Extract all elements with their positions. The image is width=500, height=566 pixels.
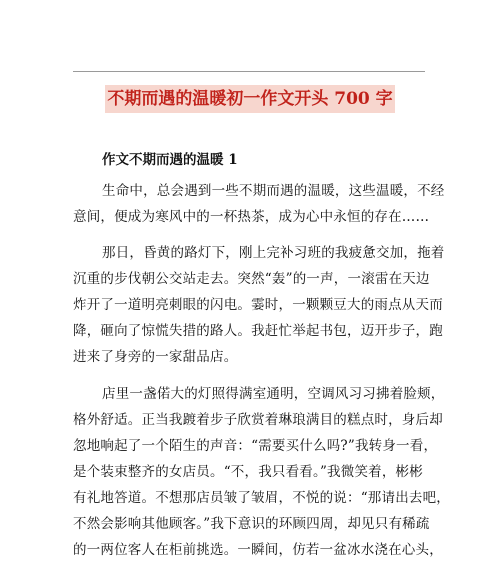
paragraph-3-line-6: 不然会影响其他顾客。”我下意识的环顾四周，却见只有稀疏 bbox=[73, 516, 430, 532]
paragraph-2-line-4: 降，砸向了惊慌失措的路人。我赶忙举起书包，迈开步子，跑 bbox=[73, 323, 443, 339]
paragraph-2-line-3: 炸开了一道明亮刺眼的闪电。霎时，一颗颗豆大的雨点从天而 bbox=[73, 297, 443, 313]
header-divider bbox=[73, 71, 425, 72]
document-title-wrap bbox=[0, 84, 500, 114]
paragraph-3-line-4: 是个装束整齐的女店员。“不，我只看看。”我微笑着，彬彬 bbox=[73, 464, 423, 480]
document-title: 不期而遇的温暖初一作文开头 700 字 bbox=[105, 85, 394, 113]
paragraph-3-line-2: 格外舒适。正当我踱着步子欣赏着琳琅满目的糕点时，身后却 bbox=[73, 412, 443, 428]
paragraph-3-line-3: 忽地响起了一个陌生的声音：“需要买什么吗?”我转身一看， bbox=[73, 438, 438, 454]
paragraph-1-line-2: 意间，便成为寒风中的一杯热茶，成为心中永恒的存在…… bbox=[73, 209, 430, 225]
paragraph-3-line-7: 的一两位客人在柜前挑选。一瞬间，仿若一盆冰水浇在心头， bbox=[73, 542, 443, 558]
paragraph-3-line-5: 有礼地答道。不想那店员皱了皱眉，不悦的说：“那请出去吧， bbox=[73, 490, 451, 506]
paragraph-2-line-2: 沉重的步伐朝公交站走去。突然“轰”的一声，一滚雷在天边 bbox=[73, 271, 430, 287]
paragraph-1-line-1: 生命中，总会遇到一些不期而遇的温暖，这些温暖，不经 bbox=[102, 183, 445, 199]
paragraph-2-line-5: 进来了身旁的一家甜品店。 bbox=[73, 349, 238, 365]
essay-subheading: 作文不期而遇的温暖 1 bbox=[102, 152, 238, 168]
paragraph-2-line-1: 那日，昏黄的路灯下，刚上完补习班的我疲惫交加，拖着 bbox=[102, 245, 445, 261]
paragraph-3-line-1: 店里一盏偌大的灯照得满室通明，空调风习习拂着脸颊， bbox=[102, 386, 445, 402]
